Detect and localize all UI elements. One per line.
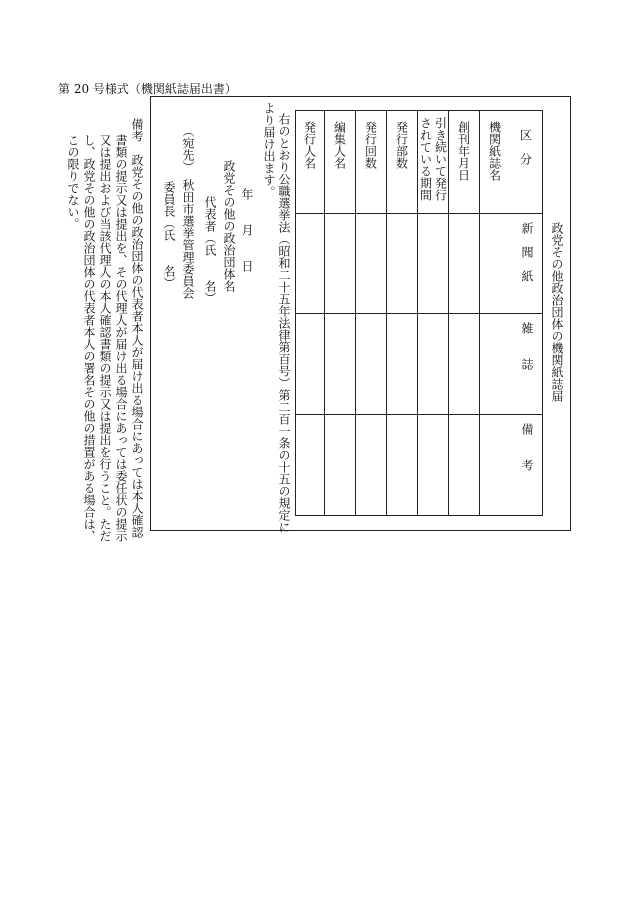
column-editor [324,111,355,515]
column-issue-frequency [355,111,386,515]
cell [387,214,417,314]
registration-table [295,110,543,516]
cell [480,214,510,314]
label-magazine: 雑 誌 [520,322,534,370]
label-newspaper: 新 聞 紙 [520,222,534,282]
corner-header [510,111,542,214]
form-label: 第 20 号様式（機関紙誌届出書） [58,82,237,96]
statement-line-2: より届け出ます。 [262,102,276,198]
cell [387,314,417,415]
cell [449,314,479,415]
header-continuous-period-line2: されている期間 [418,117,433,201]
column-continuous-period [417,111,448,515]
corner-label: 区 分 [518,129,533,165]
header-publication-name: 機関紙誌名 [487,121,502,181]
note-line-2: 書類の提示又は提出を、その代理人が届け出る場合にあっては委任状の提示 [114,134,128,542]
label-remarks: 備 考 [520,423,534,471]
label-cell-newspaper [510,214,542,314]
chairperson-label: 委員長（氏 名） [162,181,176,289]
representative-label: 代表者（氏 名） [203,196,217,304]
statement-line-1: 右のとおり公職選挙法（昭和二十五年法律第百号）第二百一条の十五の規定に [277,113,291,533]
cell [325,214,355,314]
note-line-1: 備考 政党その他の政治団体の代表者本人が届け出る場合にあっては本人確認 [130,118,144,538]
note-line-4: し、政党その他の政治団体の代表者本人の署名その他の措置がある場合は、 [82,134,96,542]
header-first-issue-date: 創刊年月日 [456,121,471,181]
org-name-label: 政党その他の政治団体名 [222,160,236,292]
cell [480,314,510,415]
label-cell-magazine [510,314,542,415]
header-issue-frequency: 発行回数 [363,121,378,169]
column-publisher [295,111,324,515]
header-editor: 編集人名 [332,121,347,169]
column-publication-name [479,111,510,515]
addressee-label: （宛先） 秋田市選挙管理委員会 [181,125,195,299]
cell [418,214,448,314]
header-circulation: 発行部数 [394,121,409,169]
column-first-issue-date [448,111,479,515]
header-publisher: 発行人名 [302,121,317,169]
cell [296,314,324,415]
cell [356,214,386,314]
note-line-3: 又は提出および当該代理人の本人確認書類の提示又は提出を行うこと。ただ [98,134,112,542]
cell [449,214,479,314]
cell [325,314,355,415]
cell [418,314,448,415]
cell [356,314,386,415]
cell [296,214,324,314]
note-line-5: この限りでない。 [66,134,80,230]
corner-column [510,111,542,515]
header-continuous-period-line1: 引き続いて発行 [433,117,448,201]
label-cell-remarks [510,415,542,516]
date-label: 年 月 日 [240,188,254,272]
column-circulation [386,111,417,515]
form-title: 政党その他政治団体の機関紙誌届 [550,222,564,402]
